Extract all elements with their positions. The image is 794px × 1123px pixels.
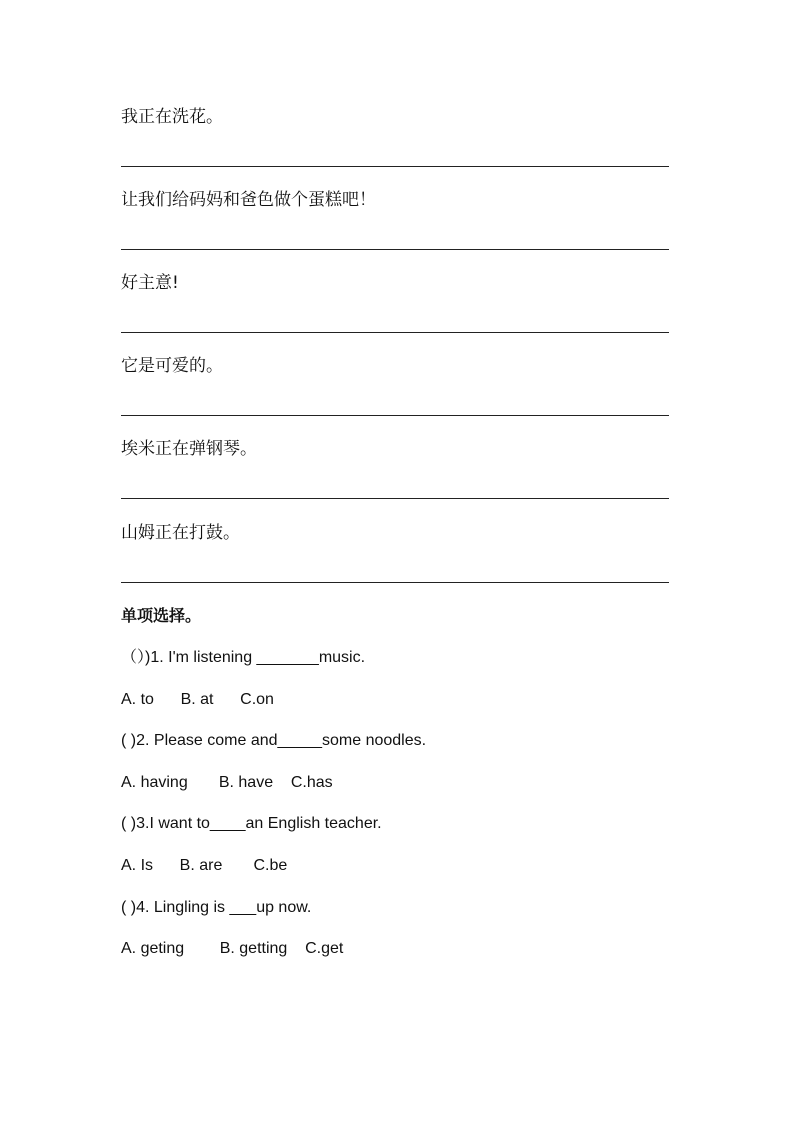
question-3-stem: ( )3.I want to____an English teacher. (121, 815, 382, 832)
question-4-stem: ( )4. Lingling is ___up now. (121, 899, 312, 916)
chinese-sentence-6: 山姆正在打鼓。 (121, 523, 240, 543)
question-2-stem: ( )2. Please come and_____some noodles. (121, 732, 427, 749)
section-title: 单项选择。 (121, 606, 202, 625)
answer-line-1 (121, 166, 669, 167)
answer-line-3 (121, 332, 669, 333)
question-4-options: A. geting B. getting C.get (121, 940, 344, 957)
question-1-options: A. to B. at C.on (121, 691, 274, 708)
question-3-options: A. Is B. are C.be (121, 857, 288, 874)
chinese-sentence-5: 埃米正在弹钢琴。 (121, 439, 257, 459)
answer-line-6 (121, 582, 669, 583)
question-2-options: A. having B. have C.has (121, 774, 333, 791)
chinese-sentence-3: 好主意! (121, 273, 179, 293)
question-1-stem: （）)1. I'm listening _______music. (121, 649, 366, 666)
answer-line-2 (121, 249, 669, 250)
chinese-sentence-1: 我正在洗花。 (121, 107, 223, 127)
answer-line-5 (121, 498, 669, 499)
chinese-sentence-2: 让我们给码妈和爸色做个蛋糕吧！ (121, 190, 376, 210)
chinese-sentence-4: 它是可爱的。 (121, 356, 223, 376)
answer-line-4 (121, 415, 669, 416)
